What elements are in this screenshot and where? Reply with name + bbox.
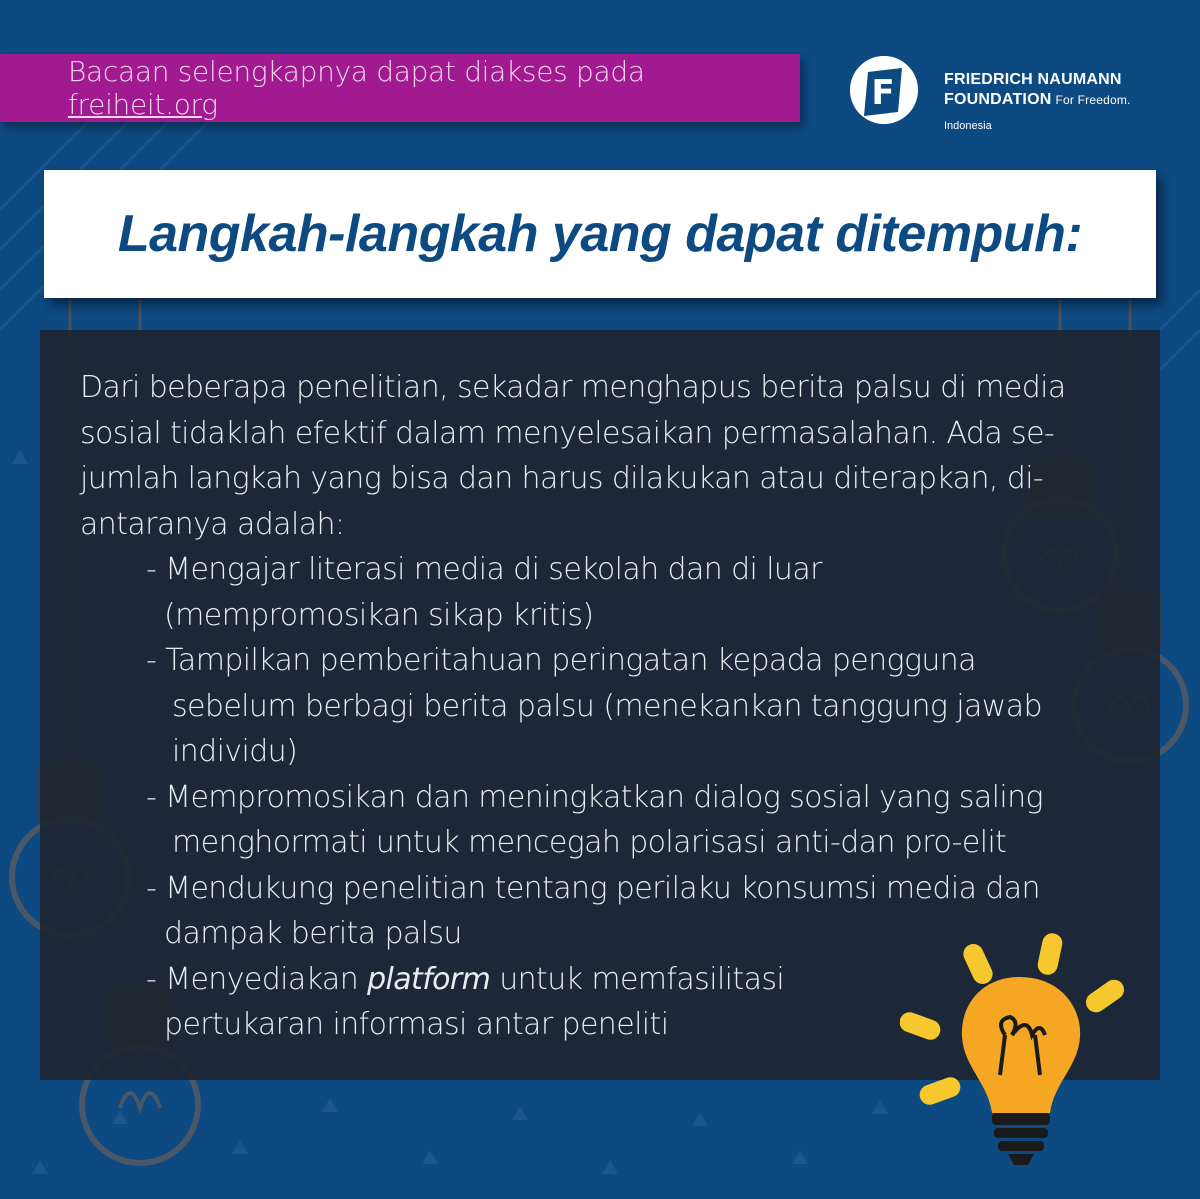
step-line: - Mempromosikan dan meningkatkan dialog sosial yang saling <box>146 779 1043 815</box>
step-line: pertukaran informasi antar peneliti <box>164 1007 669 1042</box>
glowing-lightbulb-icon <box>900 925 1140 1175</box>
logo-name <box>944 70 1131 110</box>
freiheit-link[interactable]: freiheit.org <box>68 88 218 121</box>
step-line: menghormati untuk mencegah polarisasi anti-dan pro-elit <box>172 825 1007 860</box>
step-item <box>80 638 1140 775</box>
step-line: (mempromosikan sikap kritis) <box>164 597 594 633</box>
step-line: - Mendukung penelitian tentang perilaku konsumsi media dan <box>146 870 1040 906</box>
step-line: - Tampilkan pemberitahuan peringatan kepada pengguna <box>146 643 976 678</box>
step-line: individu) <box>172 734 298 769</box>
logo-country: Indonesia <box>944 120 992 132</box>
logo-name-line1: FRIEDRICH NAUMANN <box>944 71 1122 88</box>
step-line-italic: platform <box>367 961 491 997</box>
step-item <box>80 547 1140 638</box>
freedom-f-logo-icon <box>850 56 918 124</box>
logo-tagline: For Freedom. <box>1055 93 1131 107</box>
foundation-logo <box>850 56 1170 136</box>
step-line: sebelum berbagi berita palsu (menekankan tanggung jawab <box>172 688 1042 724</box>
intro-line: sosial tidaklah efektif dalam menyelesaikan permasalahan. Ada se- <box>80 415 1055 451</box>
banner-text: Bacaan selengkapnya dapat diakses pada freiheit.org <box>68 55 645 121</box>
step-item <box>80 775 1140 866</box>
step-line: - Mengajar literasi media di sekolah dan di luar <box>146 552 822 587</box>
logo-letter: F <box>871 73 895 113</box>
intro-line: antaranya adalah: <box>80 506 345 542</box>
intro-line: jumlah langkah yang bisa dan harus dilakukan atau diterapkan, di- <box>80 461 1044 496</box>
step-line-post: untuk memfasilitasi <box>490 961 785 997</box>
title-box <box>44 170 1156 298</box>
step-line: dampak berita palsu <box>164 916 462 951</box>
logo-name-line2: FOUNDATION <box>944 91 1052 108</box>
step-line-pre: - Menyediakan <box>146 961 368 997</box>
page-title: Langkah-langkah yang dapat ditempuh: <box>117 205 1083 263</box>
source-banner <box>0 54 800 122</box>
intro-line: Dari beberapa penelitian, sekadar menghapus berita palsu di media <box>80 370 1066 405</box>
